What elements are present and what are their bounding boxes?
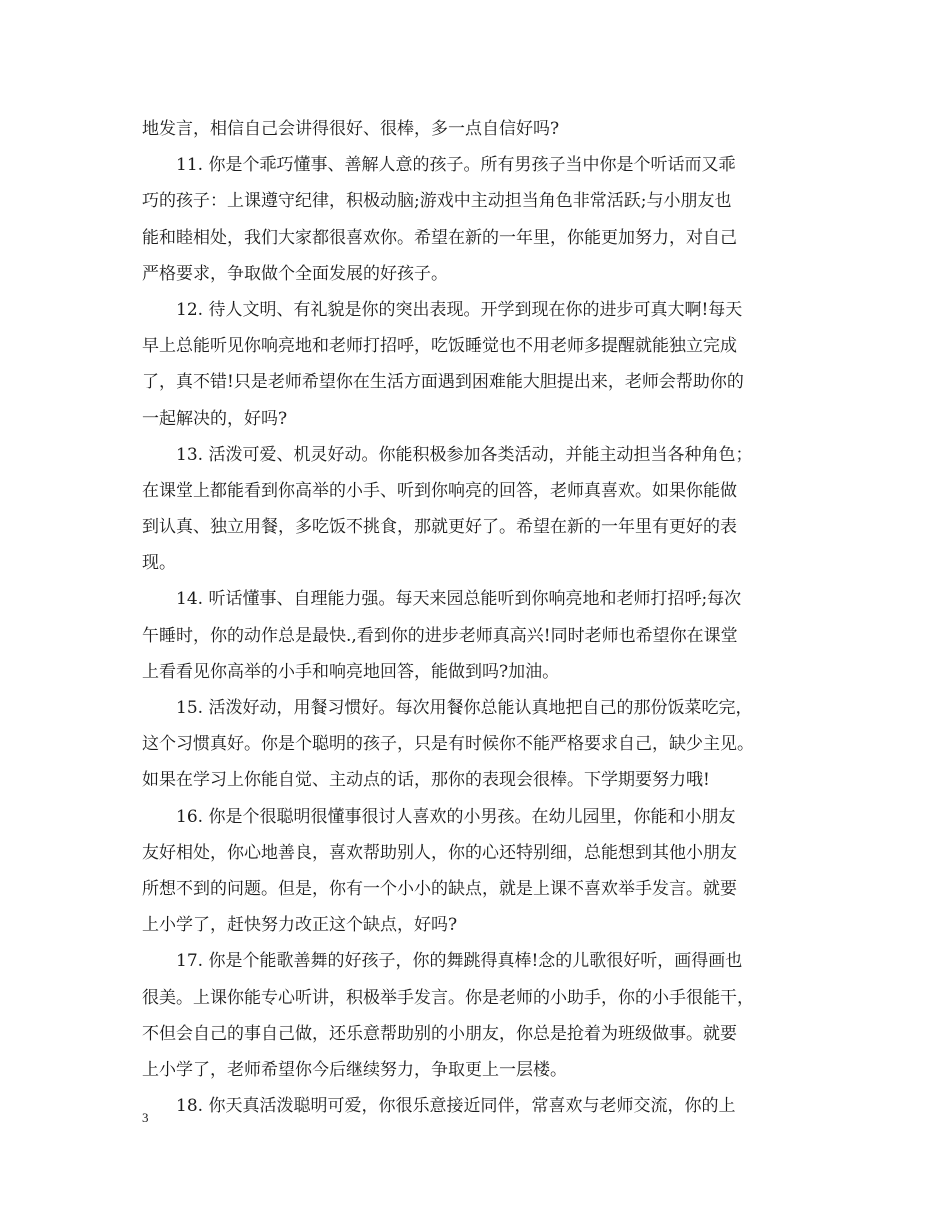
text-line: 17. 你是个能歌善舞的好孩子，你的舞跳得真棒!念的儿歌很好听，画得画也 — [176, 951, 743, 972]
text-line: 严格要求，争取做个全面发展的好孩子。 — [142, 263, 448, 284]
text-line: 很美。上课你能专心听讲，积极举手发言。你是老师的小助手，你的小手很能干， — [142, 987, 754, 1008]
text-line: 14. 听话懂事、自理能力强。每天来园总能听到你响亮地和老师打招呼;每次 — [176, 589, 742, 610]
text-line: 在课堂上都能看到你高举的小手、听到你响亮的回答，老师真喜欢。如果你能做 — [142, 480, 737, 501]
text-line: 16. 你是个很聪明很懂事很讨人喜欢的小男孩。在幼儿园里，你能和小朋友 — [176, 806, 736, 827]
text-line: 友好相处，你心地善良，喜欢帮助别人，你的心还特别细，总能想到其他小朋友 — [142, 842, 737, 863]
text-line: 现。 — [142, 553, 176, 574]
text-line: 早上总能听见你响亮地和老师打招呼，吃饭睡觉也不用老师多提醒就能独立完成 — [142, 336, 737, 357]
text-line: 这个习惯真好。你是个聪明的孩子，只是有时候你不能严格要求自己，缺少主见。 — [142, 734, 754, 755]
text-line: 上小学了，老师希望你今后继续努力，争取更上一层楼。 — [142, 1059, 567, 1080]
body-text — [142, 111, 822, 1124]
text-line: 能和睦相处，我们大家都很喜欢你。希望在新的一年里，你能更加努力，对自己 — [142, 227, 737, 248]
text-line: 13. 活泼可爱、机灵好动。你能积极参加各类活动，并能主动担当各种角色； — [176, 444, 753, 465]
text-line: 地发言，相信自己会讲得很好、很棒，多一点自信好吗? — [142, 119, 560, 139]
text-line: 所想不到的问题。但是，你有一个小小的缺点，就是上课不喜欢举手发言。就要 — [142, 878, 737, 899]
text-line: 12. 待人文明、有礼貌是你的突出表现。开学到现在你的进步可真大啊!每天 — [176, 299, 743, 320]
text-line: 巧的孩子：上课遵守纪律，积极动脑;游戏中主动担当角色非常活跃;与小朋友也 — [142, 191, 732, 212]
text-line: 午睡时，你的动作总是最快.,看到你的进步老师真高兴!同时老师也希望你在课堂 — [142, 625, 738, 646]
text-line: 不但会自己的事自己做，还乐意帮助别的小朋友，你总是抢着为班级做事。就要 — [142, 1023, 737, 1044]
text-line: 一起解决的，好吗? — [142, 408, 288, 429]
text-line: 了，真不错!只是老师希望你在生活方面遇到困难能大胆提出来，老师会帮助你的 — [142, 372, 744, 393]
text-line: 到认真、独立用餐，多吃饭不挑食，那就更好了。希望在新的一年里有更好的表 — [142, 517, 737, 538]
text-line: 11. 你是个乖巧懂事、善解人意的孩子。所有男孩子当中你是个听话而又乖 — [176, 155, 736, 176]
text-line: 上看看见你高举的小手和响亮地回答，能做到吗?加油。 — [142, 661, 560, 682]
text-line: 15. 活泼好动，用餐习惯好。每次用餐你总能认真地把自己的那份饭菜吃完， — [176, 698, 753, 718]
text-line: 18. 你天真活泼聪明可爱，你很乐意接近同伴，常喜欢与老师交流，你的上 — [176, 1096, 736, 1117]
text-line: 上小学了，赶快努力改正这个缺点，好吗? — [142, 915, 458, 936]
page-number: 3 — [142, 1110, 149, 1125]
text-line: 如果在学习上你能自觉、主动点的话，那你的表现会很棒。下学期要努力哦! — [142, 770, 710, 791]
